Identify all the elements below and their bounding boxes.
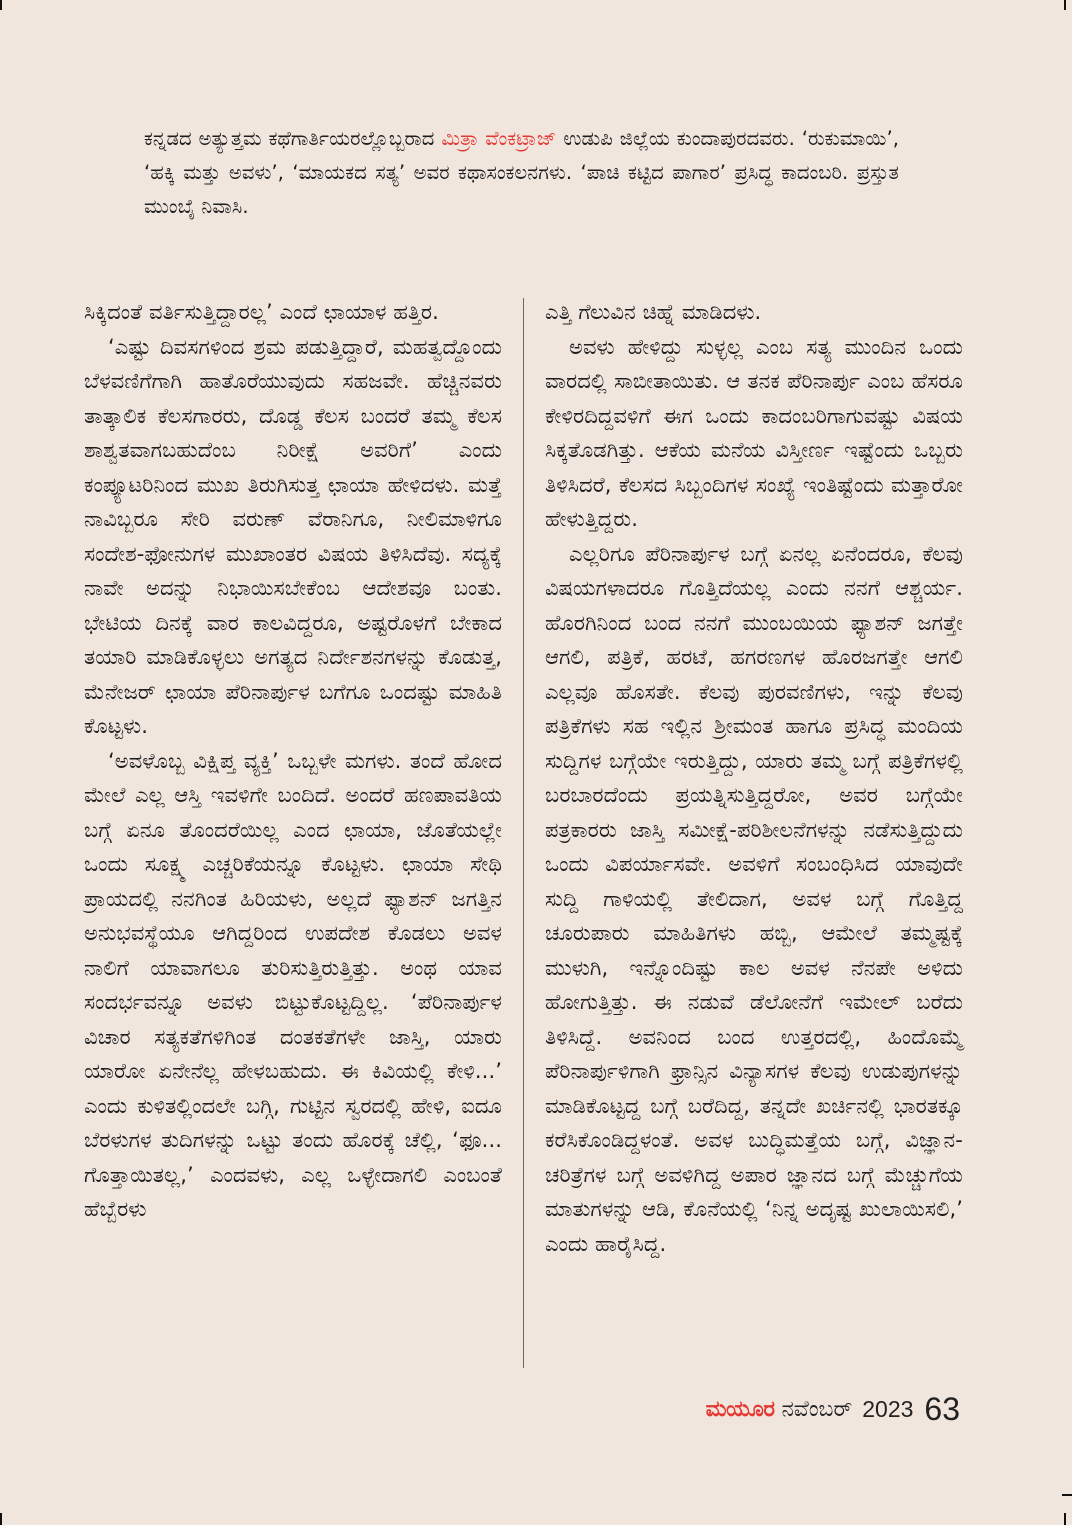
story-paragraph: ಅವಳು ಹೇಳಿದ್ದು ಸುಳ್ಳಲ್ಲ ಎಂಬ ಸತ್ಯ ಮುಂದಿನ ಒಂದು ವಾರದಲ್ಲಿ ಸಾಬೀತಾಯಿತು. ಆ ತನಕ ಪೆರಿನಾರ್ಪು ಎಂಬ ಹೆಸರೂ ಕೇಳಿರದಿದ್ದವಳಿಗೆ ಈಗ ಒಂದು ಕಾದಂಬರಿಗಾಗುವಷ್ಟು ವಿಷಯ ಸಿಕ್ಕತೊಡಗಿತ್ತು. ಆಕೆಯ ಮನೆಯ ವಿಸ್ತೀರ್ಣ ಇಷ್ಟೆಂದು ಒಬ್ಬರು ತಿಳಿಸಿದರೆ, ಕೆಲಸದ ಸಿಬ್ಬಂದಿಗಳ ಸಂಖ್ಯೆ ಇಂತಿಷ್ಟೆಂದು ಮತ್ತಾರೋ ಹೇಳುತ್ತಿದ್ದರು. [545, 334, 963, 531]
page-footer [706, 1389, 960, 1429]
intro-text-after-author: ಉಡುಪಿ ಜಿಲ್ಲೆಯ ಕುಂದಾಪುರದವರು. ‘ರುಕುಮಾಯಿ’, ‘ಹಕ್ಕಿ ಮತ್ತು ಅವಳು’, ‘ಮಾಯಕದ ಸತ್ಯ’ ಅವರ ಕಥಾಸಂಕಲನಗಳು. ‘ಪಾಚಿ ಕಟ್ಟಿದ ಪಾಗಾರ’ ಪ್ರಸಿದ್ಧ ಕಾದಂಬರಿ. ಪ್ರಸ್ತುತ ಮುಂಬೈ ನಿವಾಸಿ. [144, 127, 900, 218]
crop-mark-right [1062, 1494, 1072, 1496]
intro-text-before-author: ಕನ್ನಡದ ಅತ್ಯುತ್ತಮ ಕಥೆಗಾರ್ತಿಯರಲ್ಲೊಬ್ಬರಾದ [144, 127, 435, 150]
magazine-name: ಮಯೂರ [705, 1396, 775, 1422]
issue-year: 2023 [862, 1395, 914, 1422]
column-divider [523, 298, 524, 1368]
story-paragraph: ‘ಅವಳೊಬ್ಬ ವಿಕ್ಷಿಪ್ತ ವ್ಯಕ್ತಿ’ ಒಬ್ಬಳೇ ಮಗಳು. ತಂದೆ ಹೋದ ಮೇಲೆ ಎಲ್ಲ ಆಸ್ತಿ ಇವಳಿಗೇ ಬಂದಿದೆ. ಅಂದರೆ ಹಣಪಾವತಿಯ ಬಗ್ಗೆ ಏನೂ ತೊಂದರೆಯಿಲ್ಲ ಎಂದ ಛಾಯಾ, ಜೊತೆಯಲ್ಲೇ ಒಂದು ಸೂಕ್ಷ್ಮ ಎಚ್ಚರಿಕೆಯನ್ನೂ ಕೊಟ್ಟಳು. ಛಾಯಾ ಸೇಥಿ ಪ್ರಾಯದಲ್ಲಿ ನನಗಿಂತ ಹಿರಿಯಳು, ಅಲ್ಲದೆ ಫ್ಯಾಶನ್ ಜಗತ್ತಿನ ಅನುಭವಸ್ಥೆಯೂ ಆಗಿದ್ದರಿಂದ ಉಪದೇಶ ಕೊಡಲು ಅವಳ ನಾಲಿಗೆ ಯಾವಾಗಲೂ ತುರಿಸುತ್ತಿರುತ್ತಿತ್ತು. ಅಂಥ ಯಾವ ಸಂದರ್ಭವನ್ನೂ ಅವಳು ಬಿಟ್ಟುಕೊಟ್ಟದ್ದಿಲ್ಲ. ‘ಪೆರಿನಾರ್ಪುಳ ವಿಚಾರ ಸತ್ಯಕತೆಗಳಿಗಿಂತ ದಂತಕತೆಗಳೇ ಜಾಸ್ತಿ, ಯಾರು ಯಾರೋ ಏನೇನೆಲ್ಲ ಹೇಳಬಹುದು. ಈ ಕಿವಿಯಲ್ಲಿ ಕೇಳಿ...’ ಎಂದು ಕುಳಿತಲ್ಲಿಂದಲೇ ಬಗ್ಗಿ, ಗುಟ್ಟಿನ ಸ್ವರದಲ್ಲಿ ಹೇಳಿ, ಐದೂ ಬೆರಳುಗಳ ತುದಿಗಳನ್ನು ಒಟ್ಟು ತಂದು ಹೊರಕ್ಕೆ ಚೆಲ್ಲಿ, ‘ಫೂ... ಗೊತ್ತಾಯಿತಲ್ಲ,’ ಎಂದವಳು, ಎಲ್ಲ ಒಳ್ಳೇದಾಗಲಿ ಎಂಬಂತೆ ಹೆಬ್ಬೆರಳು [84, 748, 502, 1221]
story-column-right [545, 295, 963, 1261]
story-paragraph: ಸಿಕ್ಕಿದಂತೆ ವರ್ತಿಸುತ್ತಿದ್ದಾರಲ್ಲ’ ಎಂದೆ ಛಾಯಾಳ ಹತ್ತಿರ. [84, 300, 439, 324]
crop-mark-top-left [0, 0, 2, 10]
crop-mark-bottom-left [0, 1513, 2, 1525]
issue-month: ನವೆಂಬರ್ [781, 1396, 853, 1422]
author-introduction [144, 122, 899, 224]
story-column-left [84, 295, 502, 1227]
crop-mark-bottom-right [1064, 1513, 1066, 1525]
story-paragraph: ‘ಎಷ್ಟು ದಿವಸಗಳಿಂದ ಶ್ರಮ ಪಡುತ್ತಿದ್ದಾರೆ, ಮಹತ್ವದ್ದೊಂದು ಬೆಳವಣಿಗೆಗಾಗಿ ಹಾತೊರೆಯುವುದು ಸಹಜವೇ. ಹೆಚ್ಚಿನವರು ತಾತ್ಕಾಲಿಕ ಕೆಲಸಗಾರರು, ದೊಡ್ಡ ಕೆಲಸ ಬಂದರೆ ತಮ್ಮ ಕೆಲಸ ಶಾಶ್ವತವಾಗಬಹುದೆಂಬ ನಿರೀಕ್ಷೆ ಅವರಿಗೆ’ ಎಂದು ಕಂಪ್ಯೂಟರಿನಿಂದ ಮುಖ ತಿರುಗಿಸುತ್ತ ಛಾಯಾ ಹೇಳಿದಳು. ಮತ್ತೆ ನಾವಿಬ್ಬರೂ ಸೇರಿ ವರುಣ್ ವೆರಾನಿಗೂ, ನೀಲಿಮಾಳಿಗೂ ಸಂದೇಶ-ಫೋನುಗಳ ಮುಖಾಂತರ ವಿಷಯ ತಿಳಿಸಿದೆವು. ಸದ್ಯಕ್ಕೆ ನಾವೇ ಅದನ್ನು ನಿಭಾಯಿಸಬೇಕೆಂಬ ಆದೇಶವೂ ಬಂತು. ಭೇಟಿಯ ದಿನಕ್ಕೆ ವಾರ ಕಾಲವಿದ್ದರೂ, ಅಷ್ಟರೊಳಗೆ ಬೇಕಾದ ತಯಾರಿ ಮಾಡಿಕೊಳ್ಳಲು ಅಗತ್ಯದ ನಿರ್ದೇಶನಗಳನ್ನು ಕೊಡುತ್ತ, ಮೆನೇಜರ್ ಛಾಯಾ ಪೆರಿನಾರ್ಪುಳ ಬಗೆಗೂ ಒಂದಷ್ಟು ಮಾಹಿತಿ ಕೊಟ್ಟಳು. [84, 334, 502, 738]
story-paragraph: ಎತ್ತಿ ಗೆಲುವಿನ ಚಿಹ್ನೆ ಮಾಡಿದಳು. [545, 300, 762, 324]
author-name: ಮಿತ್ರಾ ವೆಂಕಟ್ರಾಜ್ [441, 127, 557, 150]
story-paragraph: ಎಲ್ಲರಿಗೂ ಪೆರಿನಾರ್ಪುಳ ಬಗ್ಗೆ ಏನಲ್ಲ ಏನೆಂದರೂ, ಕೆಲವು ವಿಷಯಗಳಾದರೂ ಗೊತ್ತಿದೆಯಲ್ಲ ಎಂದು ನನಗೆ ಆಶ್ಚರ್ಯ. ಹೊರಗಿನಿಂದ ಬಂದ ನನಗೆ ಮುಂಬಯಿಯ ಫ್ಯಾಶನ್ ಜಗತ್ತೇ ಆಗಲಿ, ಪತ್ರಿಕೆ, ಹರಟೆ, ಹಗರಣಗಳ ಹೊರಜಗತ್ತೇ ಆಗಲಿ ಎಲ್ಲವೂ ಹೊಸತೇ. ಕೆಲವು ಪುರವಣಿಗಳು, ಇನ್ನು ಕೆಲವು ಪತ್ರಿಕೆಗಳು ಸಹ ಇಲ್ಲಿನ ಶ್ರೀಮಂತ ಹಾಗೂ ಪ್ರಸಿದ್ಧ ಮಂದಿಯ ಸುದ್ದಿಗಳ ಬಗ್ಗೆಯೇ ಇರುತ್ತಿದ್ದು, ಯಾರು ತಮ್ಮ ಬಗ್ಗೆ ಪತ್ರಿಕೆಗಳಲ್ಲಿ ಬರಬಾರದೆಂದು ಪ್ರಯತ್ನಿಸುತ್ತಿದ್ದರೋ, ಅವರ ಬಗ್ಗೆಯೇ ಪತ್ರಕಾರರು ಜಾಸ್ತಿ ಸಮೀಕ್ಷೆ-ಪರಿಶೀಲನೆಗಳನ್ನು ನಡೆಸುತ್ತಿದ್ದುದು ಒಂದು ವಿಪರ್ಯಾಸವೇ. ಅವಳಿಗೆ ಸಂಬಂಧಿಸಿದ ಯಾವುದೇ ಸುದ್ದಿ ಗಾಳಿಯಲ್ಲಿ ತೇಲಿದಾಗ, ಅವಳ ಬಗ್ಗೆ ಗೊತ್ತಿದ್ದ ಚೂರುಪಾರು ಮಾಹಿತಿಗಳು ಹಬ್ಬಿ, ಆಮೇಲೆ ತಮ್ಮಷ್ಟಕ್ಕೆ ಮುಳುಗಿ, ಇನ್ನೊಂದಿಷ್ಟು ಕಾಲ ಅವಳ ನೆನಪೇ ಅಳಿದು ಹೋಗುತ್ತಿತ್ತು. ಈ ನಡುವೆ ಡೆಲೋನೆಗೆ ಇಮೇಲ್ ಬರೆದು ತಿಳಿಸಿದ್ದೆ. ಅವನಿಂದ ಬಂದ ಉತ್ತರದಲ್ಲಿ, ಹಿಂದೊಮ್ಮೆ ಪೆರಿನಾರ್ಪುಳಿಗಾಗಿ ಫ್ರಾನ್ಸಿನ ವಿನ್ಯಾಸಗಳ ಕೆಲವು ಉಡುಪುಗಳನ್ನು ಮಾಡಿಕೊಟ್ಟದ್ದ ಬಗ್ಗೆ ಬರೆದಿದ್ದ, ತನ್ನದೇ ಖರ್ಚಿನಲ್ಲಿ ಭಾರತಕ್ಕೂ ಕರೆಸಿಕೊಂಡಿದ್ದಳಂತೆ. ಅವಳ ಬುದ್ಧಿಮತ್ತೆಯ ಬಗ್ಗೆ, ವಿಜ್ಞಾನ-ಚರಿತ್ರೆಗಳ ಬಗ್ಗೆ ಅವಳಿಗಿದ್ದ ಅಪಾರ ಜ್ಞಾನದ ಬಗ್ಗೆ ಮೆಚ್ಚುಗೆಯ ಮಾತುಗಳನ್ನು ಆಡಿ, ಕೊನೆಯಲ್ಲಿ ‘ನಿನ್ನ ಅದೃಷ್ಟ ಖುಲಾಯಿಸಲಿ,’ ಎಂದು ಹಾರೈಸಿದ್ದ. [545, 541, 963, 1256]
page-number: 63 [924, 1390, 960, 1427]
crop-mark-top-right [1064, 0, 1066, 10]
